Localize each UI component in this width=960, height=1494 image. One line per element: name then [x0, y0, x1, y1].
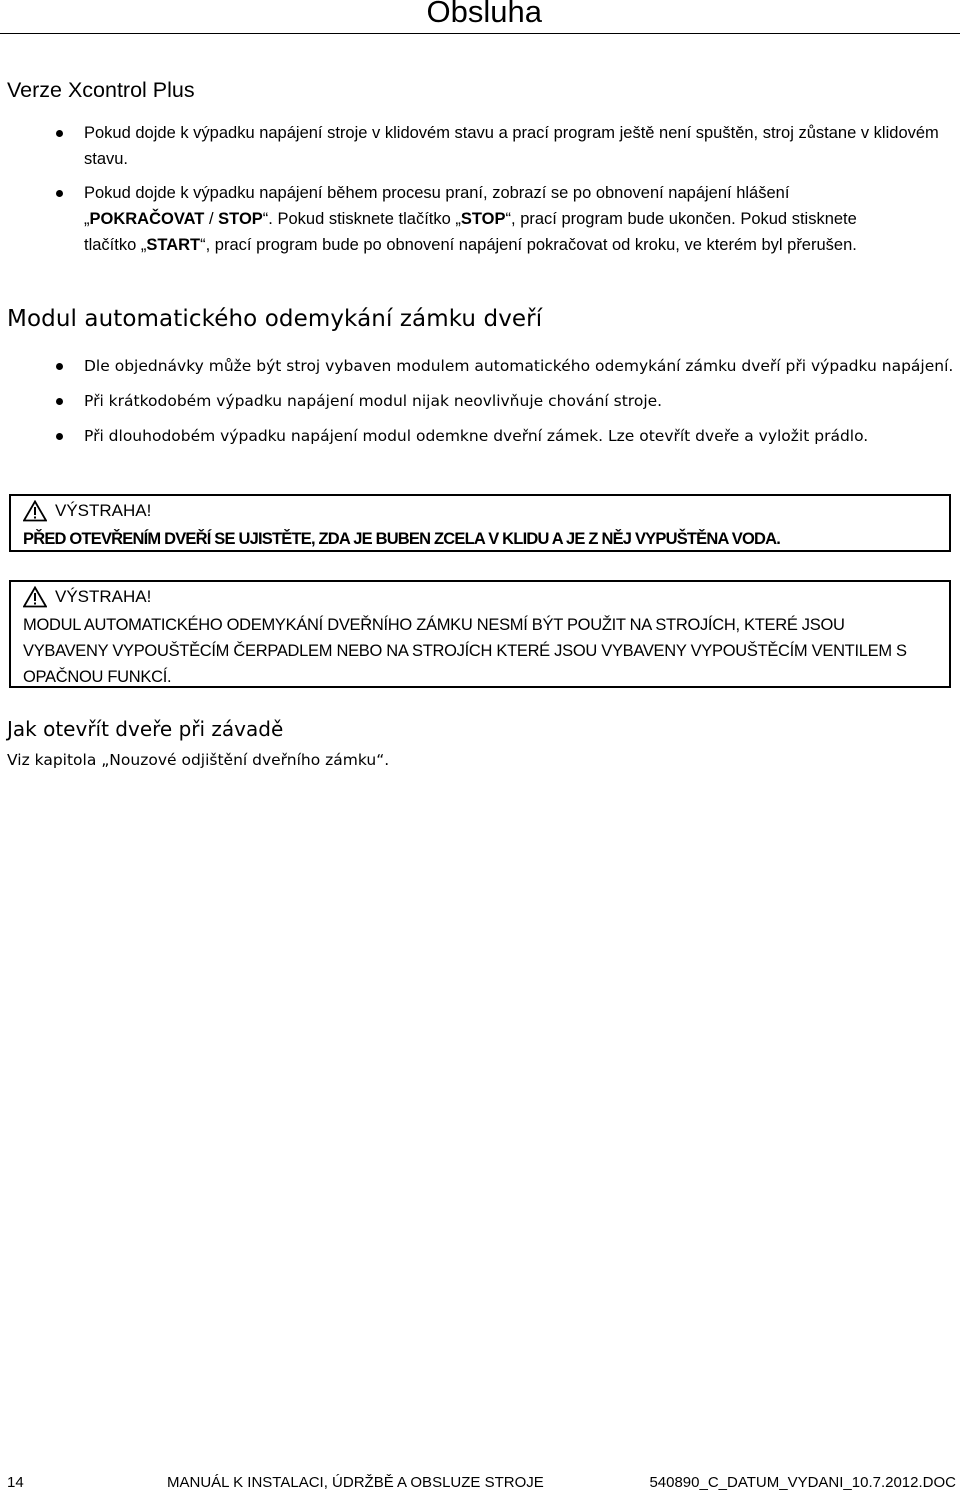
- text-run: Pokud dojde k výpadku napájení stroje v klidovém stavu a prací program ještě není spuštěn, stroj zůstane v klidovém stavu.: [84, 124, 939, 168]
- emphasized-text: STOP: [460, 210, 506, 228]
- bullet-text: Při dlouhodobém výpadku napájení modul odemkne dveřní zámek. Lze otevřít dveře a vyložit prádlo.: [84, 427, 869, 445]
- warning-title: VÝSTRAHA!: [55, 587, 152, 606]
- section-heading-xcontrol: Verze Xcontrol Plus: [7, 78, 195, 102]
- door-lock-bullet-list: [0, 353, 960, 458]
- warning-text: MODUL AUTOMATICKÉHO ODEMYKÁNÍ DVEŘNÍHO ZÁMKU NESMÍ BÝT POUŽIT NA STROJÍCH, KTERÉ JSOU VYBAVENY VYPOUŠTĚCÍM ČERPADLEM NEBO NA STROJÍCH KTERÉ JSOU VYBAVENY VYPOUŠTĚCÍM VENTILEM S OPAČNOU FUNKCÍ.: [23, 616, 907, 686]
- list-item: [0, 353, 960, 379]
- xcontrol-bullet-list: [0, 120, 960, 266]
- warning-title-row: [23, 582, 937, 612]
- bullet-icon: [56, 363, 63, 370]
- bullet-icon: [56, 433, 63, 440]
- section-heading-door-lock-module: Modul automatického odemykání zámku dveří: [7, 306, 543, 332]
- bullet-icon: [56, 130, 63, 137]
- footer-manual-title: MANUÁL K INSTALACI, ÚDRŽBĚ A OBSLUZE STROJE: [167, 1474, 544, 1491]
- warning-text: PŘED OTEVŘENÍM DVEŘÍ SE UJISTĚTE, ZDA JE BUBEN ZCELA V KLIDU A JE Z NĚJ VYPUŠTĚNA VODA.: [23, 530, 781, 548]
- list-item: [0, 388, 960, 414]
- warning-title-row: [23, 496, 937, 526]
- warning-box: [9, 494, 951, 552]
- emphasized-text: STOP: [218, 210, 263, 228]
- text-run: Pokud dojde k výpadku napájení během procesu praní, zobrazí se po obnovení napájení hlášení „: [84, 184, 790, 228]
- page-title: Obsluha: [426, 0, 542, 29]
- footer-page-number: 14: [7, 1474, 24, 1491]
- warning-title: VÝSTRAHA!: [55, 501, 152, 520]
- text-run: /: [204, 210, 219, 228]
- cross-reference-text: Viz kapitola „Nouzové odjištění dveřního zámku“.: [7, 751, 390, 769]
- warning-triangle-icon: [23, 586, 47, 608]
- bullet-icon: [56, 190, 63, 197]
- footer-document-id: 540890_C_DATUM_VYDANI_10.7.2012.DOC: [649, 1474, 956, 1491]
- bullet-icon: [56, 398, 63, 405]
- page-header: [0, 0, 960, 34]
- text-run: “. Pokud stisknete tlačítko „: [262, 210, 461, 228]
- text-run: “, prací program bude po obnovení napájení pokračovat od kroku, ve kterém byl přerušen.: [200, 236, 857, 254]
- bullet-text: Při krátkodobém výpadku napájení modul nijak neovlivňuje chování stroje.: [84, 392, 663, 410]
- list-item: [0, 423, 960, 449]
- emphasized-text: POKRAČOVAT: [89, 210, 205, 228]
- emphasized-text: START: [146, 236, 201, 254]
- warning-box: [9, 580, 951, 688]
- text-run: “, prací program bude ukončen. Pokud stisknete tlačítko „: [84, 210, 857, 254]
- list-item: [0, 120, 960, 172]
- warning-triangle-icon: [23, 500, 47, 522]
- list-item: [0, 180, 960, 258]
- bullet-text: [84, 124, 939, 168]
- bullet-text: [84, 184, 857, 254]
- bullet-text: Dle objednávky může být stroj vybaven modulem automatického odemykání zámku dveří při výpadku napájení.: [84, 357, 954, 375]
- section-heading-open-door-fault: Jak otevřít dveře při závadě: [7, 717, 284, 741]
